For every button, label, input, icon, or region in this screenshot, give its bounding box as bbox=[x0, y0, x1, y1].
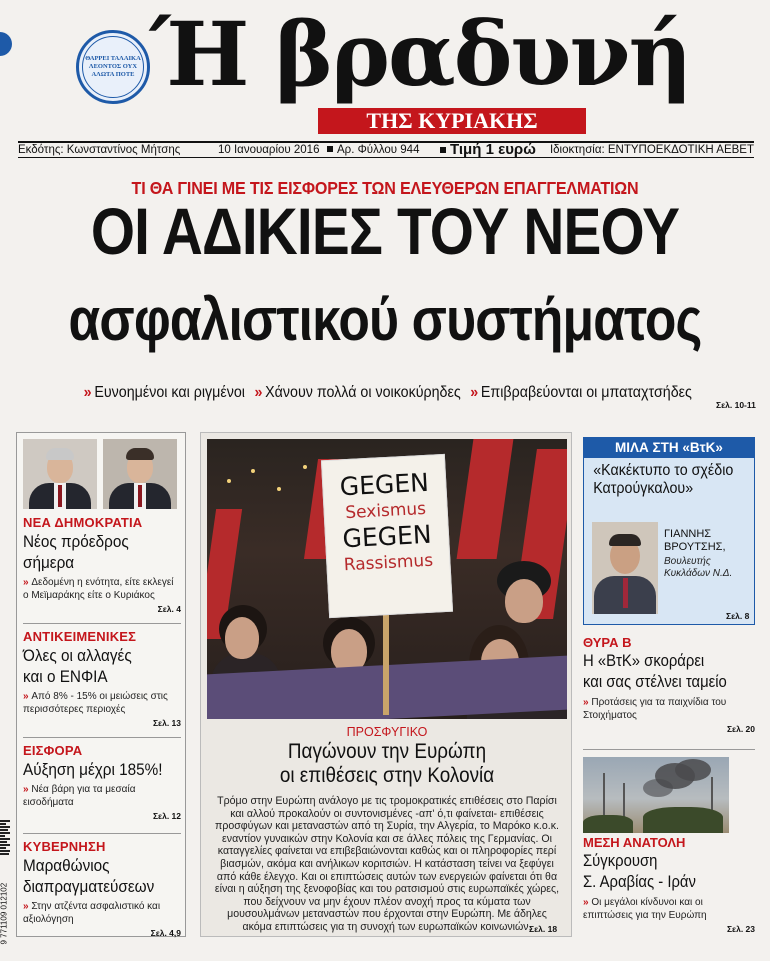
bullet-marker-icon: » bbox=[23, 901, 32, 912]
lead-bullets bbox=[31, 384, 739, 402]
interview-header: ΜΙΛΑ ΣΤΗ «ΒτΚ» bbox=[584, 438, 754, 458]
interview-quote bbox=[584, 458, 740, 498]
newspaper-title: Ή βραδυνή bbox=[150, 2, 691, 106]
story-text-body: Δεδομένη η ενότητα, είτε εκλεγεί ο Μεϊμαράκης είτε ο Κυριάκος bbox=[23, 577, 174, 601]
center-headline[interactable] bbox=[220, 740, 555, 788]
bullet-marker-icon: » bbox=[23, 577, 32, 588]
story-category: ΝΕΑ ΔΗΜΟΚΡΑΤΙΑ bbox=[23, 515, 143, 530]
story-text-body: Οι μεγάλοι κίνδυνοι και οι επιπτώσεις για την Ευρώπη bbox=[583, 897, 707, 921]
politician-photo-1 bbox=[23, 439, 97, 509]
owner: Ιδιοκτησία: ΕΝΤΥΠΟΕΚΔΟΤΙΚΗ ΑΕΒΕΤ bbox=[549, 144, 754, 156]
story-text-body: Νέα βάρη για τα μεσαία εισοδήματα bbox=[23, 784, 136, 808]
sign-line: Rassismus bbox=[343, 550, 434, 576]
story-enfia[interactable] bbox=[23, 629, 181, 728]
story-text bbox=[583, 896, 755, 922]
interviewee-last-name: ΒΡΟΥΤΣΗΣ, bbox=[664, 541, 726, 553]
left-column bbox=[16, 432, 186, 937]
photo-hair bbox=[46, 448, 74, 460]
story-kyvernisi[interactable] bbox=[23, 839, 181, 938]
divider bbox=[583, 749, 755, 750]
info-line bbox=[18, 141, 754, 158]
interviewee-photo bbox=[592, 522, 658, 614]
issue-date: 10 Ιανουαρίου 2016 bbox=[218, 144, 320, 156]
interviewee-name bbox=[664, 528, 726, 554]
newspaper-subtitle: ΤΗΣ ΚΥΡΙΑΚΗΣ bbox=[318, 108, 586, 134]
story-category: ΘΥΡΑ Β bbox=[583, 635, 632, 650]
red-flag bbox=[457, 439, 514, 559]
center-headline-line1: Παγώνουν την Ευρώπη bbox=[287, 740, 487, 763]
story-page-ref: Σελ. 20 bbox=[726, 724, 755, 734]
divider bbox=[23, 623, 181, 624]
protest-sign bbox=[321, 454, 453, 618]
story-page-ref: Σελ. 12 bbox=[152, 811, 181, 821]
story-page-ref: Σελ. 23 bbox=[726, 924, 755, 934]
crowd-face bbox=[505, 579, 543, 623]
smoke-photo[interactable] bbox=[583, 757, 729, 833]
publisher: Εκδότης: Κωνσταντίνος Μήτσης bbox=[18, 144, 181, 156]
photo-hair bbox=[126, 448, 154, 460]
sign-pole bbox=[383, 615, 389, 715]
barcode-number: 9 771109 012102 bbox=[0, 882, 9, 945]
story-page-ref: Σελ. 4 bbox=[157, 604, 181, 614]
lead-bullet: Ευνοημένοι και ριγμένοι bbox=[94, 384, 245, 401]
edge-badge-icon bbox=[0, 32, 12, 56]
tree-line bbox=[643, 807, 723, 833]
divider bbox=[23, 737, 181, 738]
tree-line bbox=[583, 815, 633, 833]
square-bullet-icon bbox=[440, 147, 446, 153]
square-bullet-icon bbox=[327, 146, 333, 152]
sign-line: GEGEN bbox=[341, 519, 433, 554]
story-nd[interactable] bbox=[23, 515, 181, 614]
sign-line: Sexismus bbox=[344, 498, 427, 524]
bullet-marker-icon: » bbox=[83, 384, 92, 401]
crowd-face bbox=[225, 617, 259, 659]
interviewee-first-name: ΓΙΑΝΝΗΣ bbox=[664, 528, 712, 540]
divider bbox=[23, 833, 181, 834]
smoke-cloud bbox=[675, 759, 711, 781]
story-text bbox=[583, 696, 755, 722]
issue-number-text: Αρ. Φύλλου 944 bbox=[337, 144, 420, 156]
center-body-text: Τρόμο στην Ευρώπη ανάλογο με τις τρομοκρατικές επιθέσεις στο Παρίσι και αλλού προκαλούν οι συντονισμένες -απ' ό,τι φαίνεται- επιθέσεις προσφύγων και μεταναστών από τη Συρία, την Αλγερία, το Μαρόκο κ.ο.κ. εναντίον γυναικών στην Κολονία και σε άλλες πόλεις της Γερμανίας. Οι καταγγελίες φαίνεται να επιβεβαιώνονται καθώς και οι πληροφορίες περί βιασμών, ακόμα και ανήλικων κοριτσιών. Η κατάσταση τείνει να ξεφύγει από κάθε έλεγχο. Και οι επιπτώσεις αυτών των ενεργειών φαίνεται ότι θα είναι η αύξηση της ξενοφοβίας και του ρατσισμού στις ευρωπαϊκές χώρες, που δείχνουν να μην έχουν πλέον ανοχή προς τα κύματα των μουσουλμάνων μεταναστών που έρχονται στην Ευρώπη. Με άδηλες ακόμα επιπτώσεις για τη συνοχή των ευρωπαϊκών κοινωνιών. bbox=[214, 795, 560, 933]
smoke-cloud bbox=[643, 779, 673, 797]
barcode-bar bbox=[0, 820, 10, 822]
light-dot bbox=[251, 469, 255, 473]
bullet-marker-icon: » bbox=[23, 784, 32, 795]
lead-bullet: Χάνουν πολλά οι νοικοκύρηδες bbox=[265, 384, 461, 401]
bullet-marker-icon: » bbox=[23, 691, 32, 702]
photo-tie bbox=[58, 485, 62, 507]
politician-photo-2 bbox=[103, 439, 177, 509]
lead-page-ref: Σελ. 10-11 bbox=[716, 400, 756, 410]
price bbox=[436, 143, 536, 157]
light-dot bbox=[277, 487, 281, 491]
protest-photo[interactable] bbox=[207, 439, 567, 719]
story-headline: και ο ΕΝΦΙΑ bbox=[23, 667, 108, 686]
story-eisfora[interactable] bbox=[23, 743, 181, 821]
story-page-ref: Σελ. 13 bbox=[152, 718, 181, 728]
seal-text: ΘΑΡΡΕΙ ΤΑΛΑΙΚΑ ΛΕΟΝΤΟΣ ΟΥΧ ΑΛΩΤΑ ΠΟΤΕ bbox=[82, 36, 144, 98]
story-headline: Σύγκρουση bbox=[583, 852, 658, 870]
light-dot bbox=[227, 479, 231, 483]
photo-tie bbox=[623, 578, 628, 608]
lead-kicker: ΤΙ ΘΑ ΓΙΝΕΙ ΜΕ ΤΙΣ ΕΙΣΦΟΡΕΣ ΤΩΝ ΕΛΕΥΘΕΡΩΝ ΕΠΑΓΓΕΛΜΑΤΙΩΝ bbox=[131, 178, 639, 198]
story-category: ΑΝΤΙΚΕΙΜΕΝΙΚΕΣ bbox=[23, 629, 137, 644]
interview-box[interactable] bbox=[583, 437, 755, 625]
masthead bbox=[0, 0, 770, 142]
story-text bbox=[23, 576, 181, 602]
center-headline-line2: οι επιθέσεις στην Κολονία bbox=[279, 764, 495, 787]
story-headline: Όλες οι αλλαγές bbox=[23, 646, 132, 665]
photo-tie bbox=[138, 485, 142, 507]
seal-logo-icon bbox=[76, 30, 150, 104]
story-headline: Αύξηση μέχρι 185%! bbox=[23, 760, 163, 779]
story-text-body: Από 8% - 15% οι μειώσεις στις περισσότερες περιοχές bbox=[23, 691, 168, 715]
issue-number bbox=[323, 143, 419, 157]
story-headline: και σας στέλνει ταμείο bbox=[583, 673, 727, 691]
bullet-marker-icon: » bbox=[254, 384, 263, 401]
story-thyra-b[interactable] bbox=[583, 635, 755, 734]
bullet-marker-icon: » bbox=[583, 897, 592, 908]
center-category: ΠΡΟΣΦΥΓΙΚΟ bbox=[346, 725, 428, 739]
story-headline: Σ. Αραβίας - Ιράν bbox=[583, 873, 696, 891]
lead-bullet: Επιβραβεύονται οι μπαταχτσήδες bbox=[480, 384, 692, 401]
light-dot bbox=[303, 465, 307, 469]
story-text-body: Προτάσεις για τα παιχνίδια του Στοιχήματος bbox=[583, 697, 727, 721]
interview-page-ref: Σελ. 8 bbox=[726, 611, 750, 621]
story-headline: σήμερα bbox=[23, 553, 75, 572]
story-page-ref: Σελ. 4,9 bbox=[150, 928, 181, 938]
story-category: ΚΥΒΕΡΝΗΣΗ bbox=[23, 839, 106, 854]
sign-line: GEGEN bbox=[339, 467, 430, 502]
price-text: Τιμή 1 ευρώ bbox=[450, 141, 536, 158]
interview-quote-line1: «Κακέκτυπο το σχέδιο bbox=[593, 462, 734, 479]
story-text-body: Στην ατζέντα ασφαλιστικό και αξιολόγηση bbox=[23, 901, 161, 925]
story-headline: Νέος πρόεδρος bbox=[23, 532, 129, 551]
story-headline: Μαραθώνιος bbox=[23, 856, 110, 875]
story-headline: Η «ΒτΚ» σκοράρει bbox=[583, 652, 705, 670]
lead-headline-line2[interactable]: ασφαλιστικού συστήματος bbox=[68, 286, 702, 353]
story-text bbox=[23, 900, 181, 926]
bullet-marker-icon: » bbox=[583, 697, 592, 708]
interview-quote-line2: Κατρούγκαλου» bbox=[593, 480, 694, 497]
story-category: ΜΕΣΗ ΑΝΑΤΟΛΗ bbox=[583, 835, 686, 850]
story-headline: διαπραγματεύσεων bbox=[23, 877, 155, 896]
story-text bbox=[23, 783, 181, 809]
story-category: ΕΙΣΦΟΡΑ bbox=[23, 743, 83, 758]
lead-headline-line1[interactable]: ΟΙ ΑΔΙΚΙΕΣ ΤΟΥ ΝΕΟΥ bbox=[90, 194, 680, 268]
story-text bbox=[23, 690, 181, 716]
interviewee-role: Βουλευτής Κυκλάδων Ν.Δ. bbox=[664, 556, 733, 579]
story-mesi-anatoli[interactable] bbox=[583, 835, 755, 934]
photo-hair bbox=[609, 534, 641, 546]
center-column bbox=[200, 432, 572, 937]
center-page-ref: Σελ. 18 bbox=[529, 924, 558, 934]
bullet-marker-icon: » bbox=[470, 384, 479, 401]
